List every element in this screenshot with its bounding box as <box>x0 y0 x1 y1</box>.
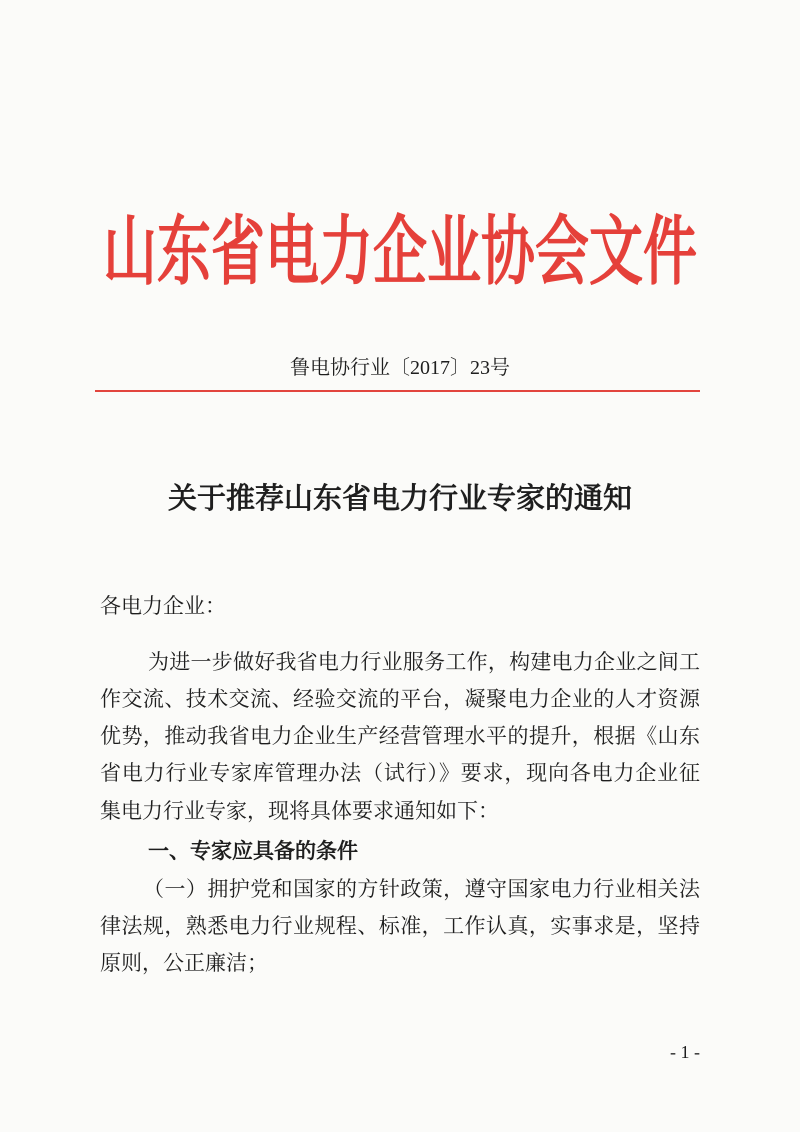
section-heading: 一、专家应具备的条件 <box>148 839 358 863</box>
criteria-line: 律法规，熟悉电力行业规程、标准，工作认真，实事求是，坚持 <box>100 914 700 938</box>
criteria-line: 原则，公正廉洁； <box>100 951 268 975</box>
intro-line: 省电力行业专家库管理办法（试行）》要求，现向各电力企业征 <box>100 761 700 785</box>
page-number: - 1 - <box>670 1042 700 1062</box>
intro-line: 为进一步做好我省电力行业服务工作，构建电力企业之间工 <box>148 650 700 674</box>
intro-line: 优势，推动我省电力企业生产经营管理水平的提升，根据《山东 <box>100 724 700 748</box>
salutation: 各电力企业： <box>100 594 226 618</box>
intro-line: 集电力行业专家，现将具体要求通知如下： <box>100 799 499 823</box>
notice-title: 关于推荐山东省电力行业专家的通知 <box>167 483 632 515</box>
red-divider-line <box>95 390 700 392</box>
document-number: 鲁电协行业〔2017〕23号 <box>290 357 510 379</box>
criteria-line: （一）拥护党和国家的方针政策，遵守国家电力行业相关法 <box>143 877 700 901</box>
intro-line: 作交流、技术交流、经验交流的平台，凝聚电力企业的人才资源 <box>100 687 700 711</box>
issuing-organization-header: 山东省电力企业协会文件 <box>103 206 697 296</box>
